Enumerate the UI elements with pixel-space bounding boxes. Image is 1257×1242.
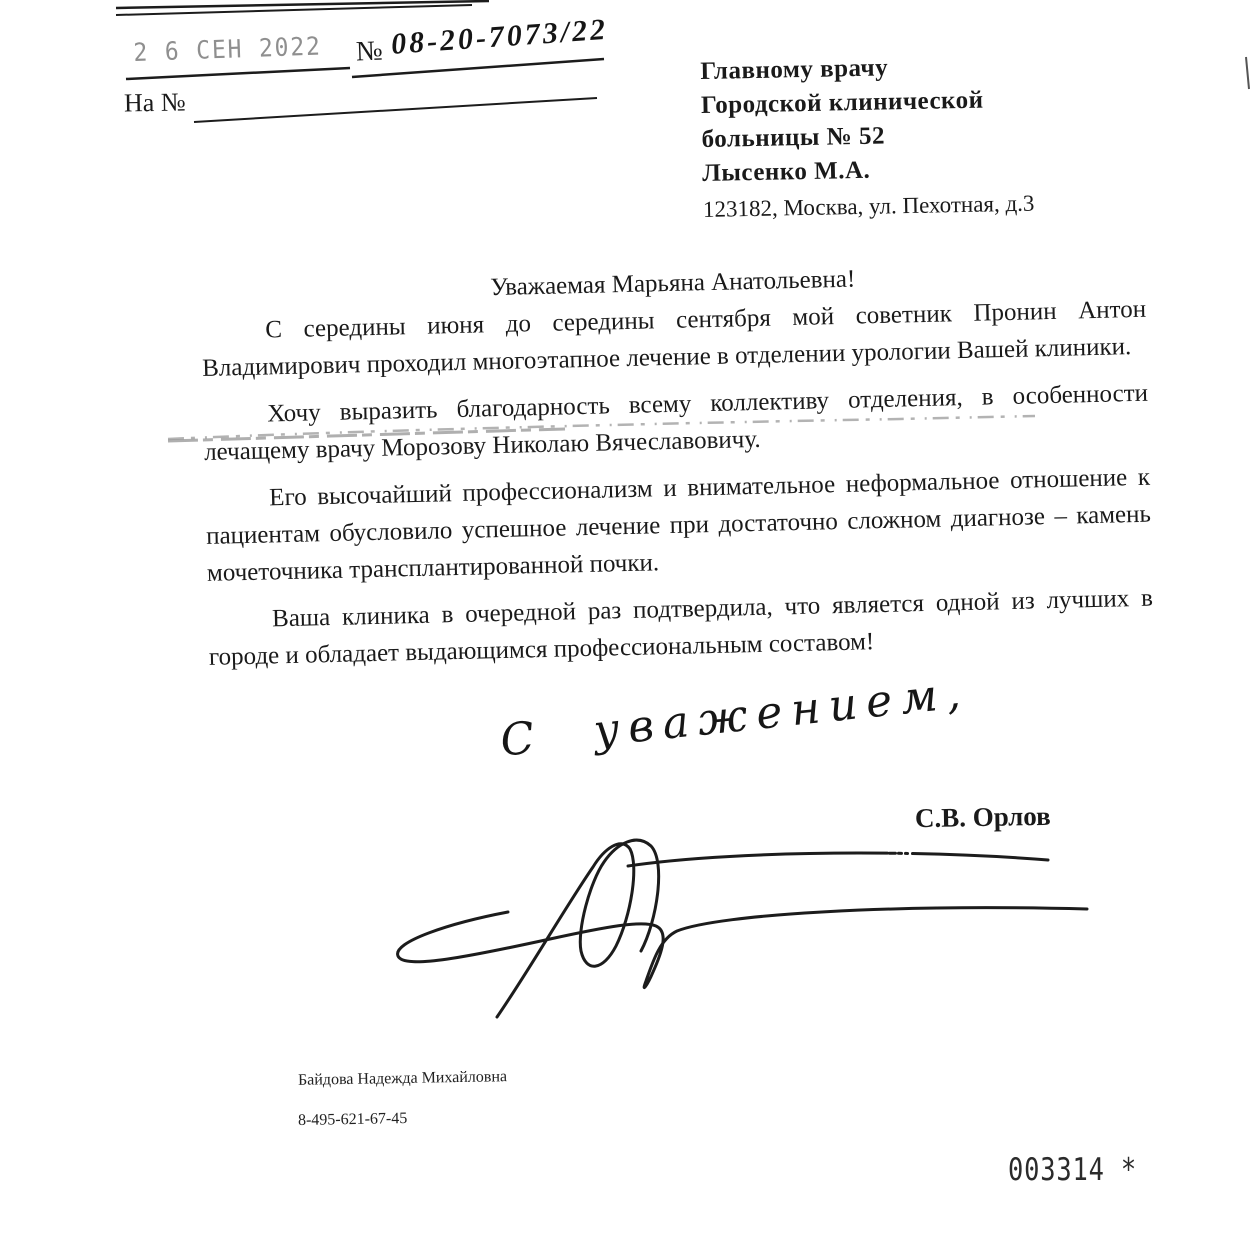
signature-scrawl [390,820,1100,1035]
number-underline [352,59,604,77]
signature-stroke-upper [628,853,1048,866]
paragraph-professionalism: Его высочайший профессионализм и внимательное неформальное отношение к пациентам обусловило успешное лечение при достаточно сложном диагнозе – камень мочеточника трансплантированной почки. [205,463,1152,587]
reply-number-underline [194,98,597,122]
recipient-title: Главному врачу [700,54,889,85]
recipient-block [700,46,1153,227]
recipient-organization-line-2: больницы № 52 [701,122,886,153]
signature-stroke-lower [398,908,1087,988]
contact-phone: 8-495-621-67-45 [297,1110,408,1129]
document-registration-number: 003314 * [1008,1152,1137,1188]
letter-body [200,254,1154,676]
date-underline [126,68,350,79]
letterhead-top-line-2 [116,5,472,15]
reply-to-number-label: На № [123,87,186,118]
contact-person-name: Байдова Надежда Михайловна [297,1068,508,1089]
date-stamp: 2 6 СЕН 2022 [133,31,323,67]
recipient-address: 123182, Москва, ул. Пехотная, д.3 [702,190,1035,222]
paragraph-conclusion: Ваша клиника в очередной раз подтвердила, что является одной из лучших в городе и обладает выдающимся профессиональным составом! [208,584,1154,671]
recipient-name: Лысенко М.А. [702,156,871,187]
outgoing-number-handwritten: 08-20-7073/22 [390,12,610,61]
signatory-name: С.В. Орлов [914,800,1051,834]
closing-handwritten: С уважением, [498,666,972,767]
salutation: Уважаемая Марьяна Анатольевна! [489,265,856,302]
letterhead-top-line-1 [116,1,489,8]
paragraph-gratitude: Хочу выразить благодарность всему коллективу отделения, в особенности лечащему врачу Морозову Николаю Вячеславовичу. [203,379,1149,466]
right-edge-artifact [1246,57,1249,89]
paragraph-treatment: С середины июня до середины сентября мой советник Пронин Антон Владимирович проходил многоэтапное лечение в отделении урологии Вашей клиники. [201,295,1147,382]
outgoing-number-sign: № [355,35,384,68]
signature-stroke-loops [497,840,659,1017]
recipient-organization-line-1: Городской клинической [700,86,984,119]
